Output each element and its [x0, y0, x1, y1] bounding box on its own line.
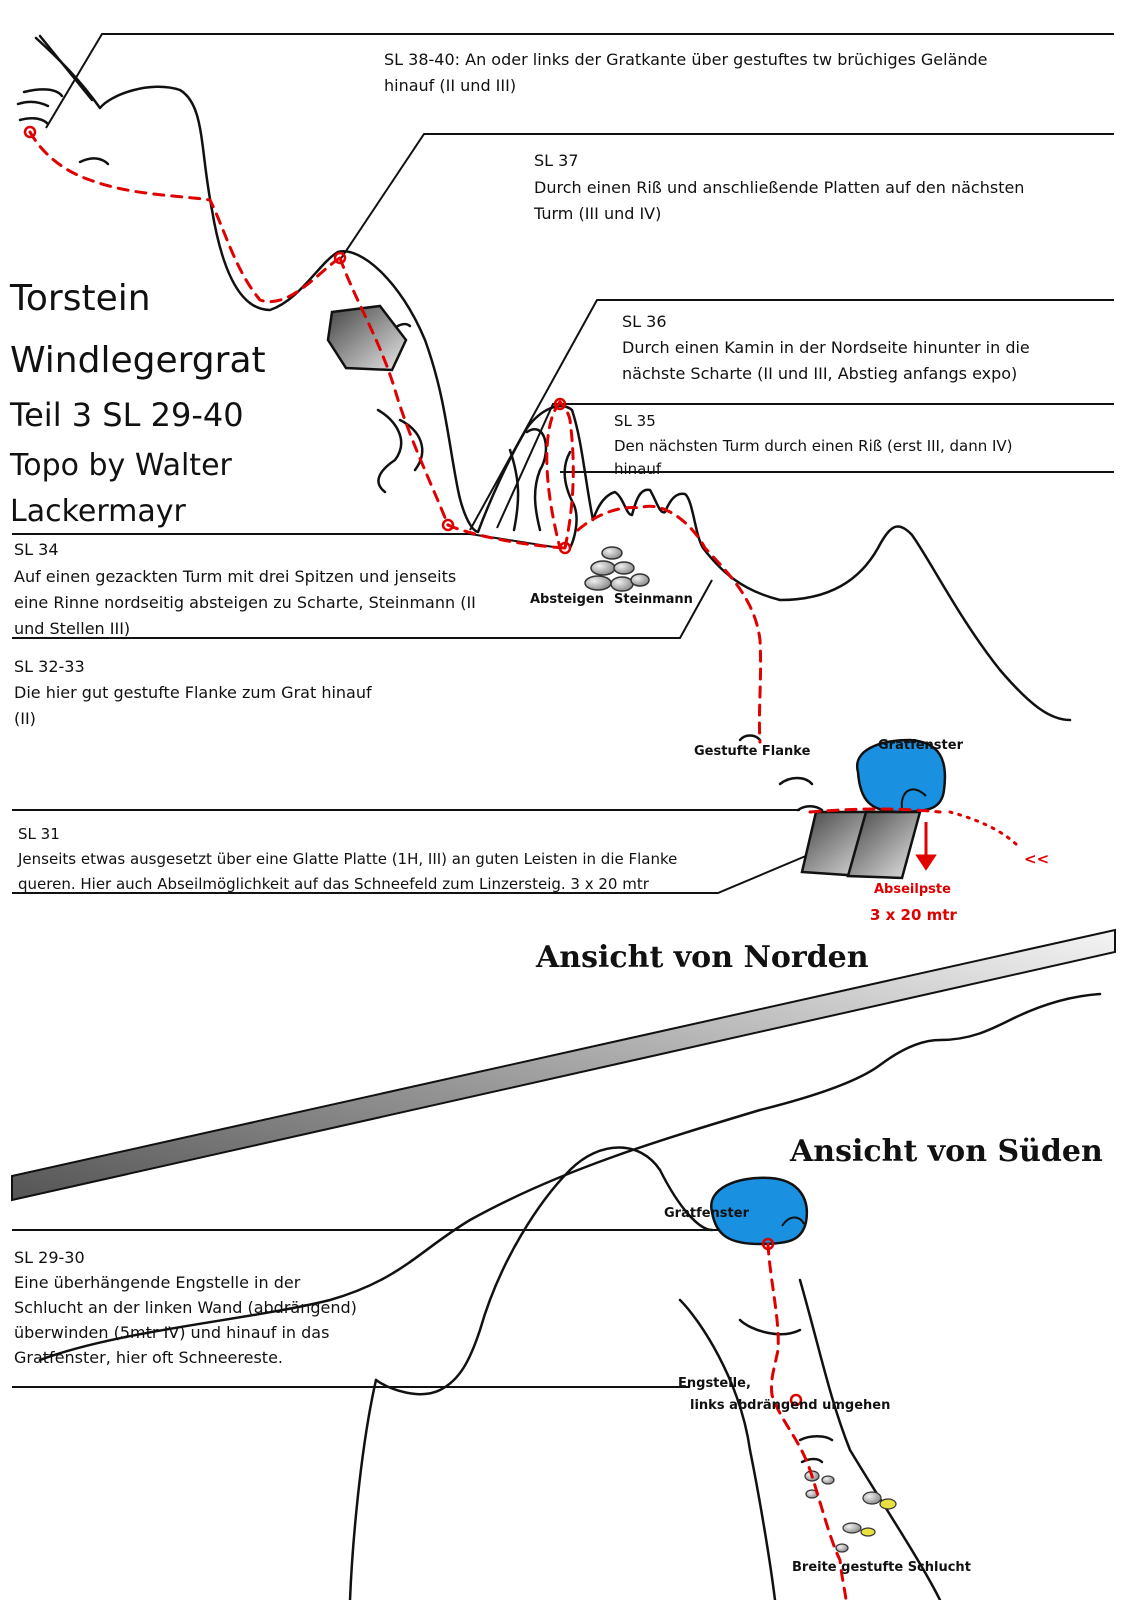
- sl29-30-line5: Gratfenster, hier oft Schneereste.: [14, 1348, 283, 1367]
- sl29-30-line3: Schlucht an der linken Wand (abdrängend): [14, 1298, 357, 1317]
- label-gratfenster-south: Gratfenster: [664, 1206, 749, 1221]
- label-arrow-marks: <<: [1024, 850, 1050, 868]
- sl36-line2: Durch einen Kamin in der Nordseite hinunter in die: [622, 338, 1030, 357]
- label-gratfenster-north: Gratfenster: [878, 738, 963, 753]
- label-absteigen: Absteigen: [530, 592, 604, 607]
- sl38-40-line2: hinauf (II und III): [384, 76, 517, 95]
- label-abseilpiste: Abseilpste: [874, 882, 951, 897]
- topo-title-1: Torstein: [10, 278, 151, 319]
- label-steinmann: Steinmann: [614, 592, 693, 607]
- sl31-line2: Jenseits etwas ausgesetzt über eine Glatte Platte (1H, III) an guten Leisten in die Flanke: [18, 850, 678, 868]
- sl37-heading: SL 37: [534, 151, 579, 170]
- sl36-line3: nächste Scharte (II und III, Abstieg anfangs expo): [622, 364, 1018, 383]
- heading-ansicht-sueden: Ansicht von Süden: [790, 1134, 1103, 1169]
- label-gestufte-flanke: Gestufte Flanke: [694, 744, 811, 759]
- sl31-line3: queren. Hier auch Abseilmöglichkeit auf das Schneefeld zum Linzersteig. 3 x 20 mtr: [18, 875, 649, 893]
- topo-title-5: Lackermayr: [10, 494, 186, 529]
- sl32-33-line3: (II): [14, 709, 36, 728]
- sl29-30-line4: überwinden (5mtr IV) und hinauf in das: [14, 1323, 330, 1342]
- label-engstelle-note: links abdrängend umgehen: [690, 1398, 891, 1413]
- sl31-heading: SL 31: [18, 825, 60, 843]
- label-abseil-length: 3 x 20 mtr: [870, 906, 957, 924]
- route-north-dotted: [950, 812, 1020, 848]
- sl29-30-line2: Eine überhängende Engstelle in der: [14, 1273, 301, 1292]
- sl29-30-heading: SL 29-30: [14, 1248, 85, 1267]
- topo-title-4: Topo by Walter: [10, 448, 232, 483]
- sl34-line2: Auf einen gezackten Turm mit drei Spitzen und jenseits: [14, 567, 457, 586]
- sl34-heading: SL 34: [14, 540, 59, 559]
- sl34-line4: und Stellen III): [14, 619, 131, 638]
- sl32-33-line2: Die hier gut gestufte Flanke zum Grat hinauf: [14, 683, 372, 702]
- sl34-line3: eine Rinne nordseitig absteigen zu Scharte, Steinmann (II: [14, 593, 476, 612]
- label-breite-schlucht: Breite gestufte Schlucht: [792, 1560, 971, 1575]
- topo-title-2: Windlegergrat: [10, 340, 266, 381]
- abseil-arrow: [918, 822, 934, 868]
- sl37-line2: Durch einen Riß und anschließende Platten auf den nächsten: [534, 178, 1025, 197]
- sl32-33-heading: SL 32-33: [14, 657, 85, 676]
- gully-stones: [805, 1471, 896, 1552]
- sl35-heading: SL 35: [614, 412, 656, 430]
- sl37-line3: Turm (III und IV): [534, 204, 662, 223]
- steinmann-cairn: [585, 547, 649, 591]
- sl38-40-line1: SL 38-40: An oder links der Gratkante über gestuftes tw brüchiges Gelände: [384, 50, 988, 69]
- sl35-line2: Den nächsten Turm durch einen Riß (erst III, dann IV): [614, 437, 1013, 455]
- topo-title-3: Teil 3 SL 29-40: [10, 396, 244, 434]
- route-south: [768, 1244, 846, 1600]
- sl36-heading: SL 36: [622, 312, 667, 331]
- label-engstelle: Engstelle,: [678, 1376, 751, 1391]
- heading-ansicht-norden: Ansicht von Norden: [536, 940, 869, 975]
- sl35-line3: hinauf: [614, 460, 662, 478]
- leader-lines: [12, 34, 1114, 1387]
